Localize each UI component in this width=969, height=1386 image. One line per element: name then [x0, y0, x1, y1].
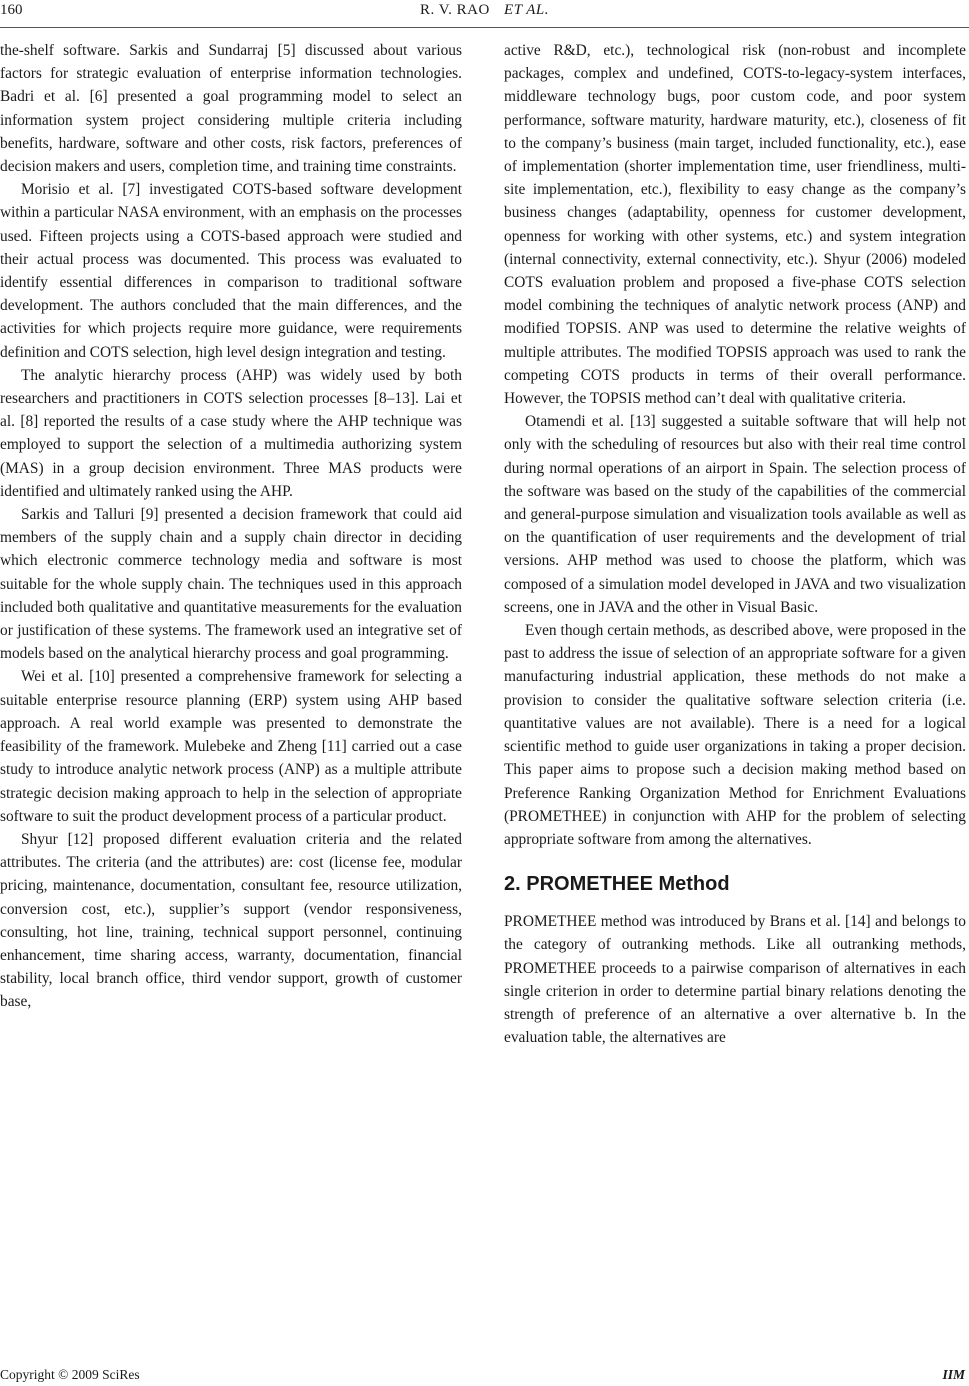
journal-abbreviation: IIM	[942, 1367, 965, 1382]
left-column	[0, 39, 462, 1014]
paragraph: Otamendi et al. [13] suggested a suitable software that will help not only with the scheduling of resources but also with their real time control during normal operations of an airport in Spain. The selection process of the software was based on the study of the capabilities of the commercial and general-purpose simulation and visualization tools available as well as on the quantification of user requirements and the development of trial versions. AHP method was used to choose the platform, which was composed of a simulation model developed in JAVA and two visualization screens, one in JAVA and the other in Visual Basic.	[504, 413, 966, 616]
paragraph: PROMETHEE method was introduced by Brans et al. [14] and belongs to the category of outranking methods. Like all outranking methods, PROMETHEE proceeds to a pairwise comparison of alternatives in each single criterion in order to determine partial binary relations denoting the strength of preference of an alternative a over alternative b. In the evaluation table, the alternatives are	[504, 913, 966, 1047]
paragraph: Morisio et al. [7] investigated COTS-based software development within a particular NASA environment, with an emphasis on the processes used. Fifteen projects using a COTS-based approach were studied and their actual process was documented. This process was evaluated to identify essential differences in comparison to traditional software development. The authors concluded that the main differences, and the activities for which projects require more guidance, were requirements definition and COTS selection, high level design integration and testing.	[0, 181, 462, 361]
paragraph: Even though certain methods, as described above, were proposed in the past to address the issue of selection of an appropriate software for a given manufacturing industrial application, these methods do not make a provision to consider the qualitative software selection criteria (i.e. quantitative values are not available). There is a need for a logical scientific method to guide user organizations in taking a proper decision. This paper aims to propose such a decision making method based on Preference Ranking Organization Method for Enrichment Evaluations (PROMETHEE) in conjunction with AHP for the problem of selecting appropriate software from among the alternatives.	[504, 622, 966, 848]
paragraph: Shyur [12] proposed different evaluation criteria and the related attributes. The criteria (and the attributes) are: cost (license fee, modular pricing, maintenance, documentation, consultant fee, resource utilization, conversion cost, etc.), supplier’s support (vendor responsiveness, consulting, hot line, training, technical support personnel, continuing enhancement, time sharing access, warranty, documentation, financial stability, local branch office, third vendor support, growth of customer base,	[0, 830, 462, 1011]
page-header	[0, 0, 969, 34]
paragraph: Sarkis and Talluri [9] presented a decision framework that could aid members of the supply chain and a supply chain director in deciding which electronic commerce technology media and software is most suitable for the whole supply chain. The techniques used in this approach included both qualitative and quantitative measurements for the evaluation or justification of these systems. The framework used an integrative set of models based on the analytical hierarchy process and goal programming.	[0, 506, 462, 663]
header-rule	[0, 27, 969, 28]
paragraph: The analytic hierarchy process (AHP) was widely used by both researchers and practitioners in COTS selection processes [8–13]. Lai et al. [8] reported the results of a case study where the AHP technique was employed to support the selection of a multimedia authorizing system (MAS) in a group decision environment. Three MAS products were identified and ultimately ranked using the AHP.	[0, 366, 462, 500]
page-number: 160	[0, 2, 23, 18]
page-footer	[0, 1366, 969, 1386]
running-head-authors: R. V. RAO	[419, 2, 490, 18]
section-heading: 2. PROMETHEE Method	[504, 873, 730, 896]
right-column	[504, 39, 966, 1049]
paragraph: the-shelf software. Sarkis and Sundarraj [5] discussed about various factors for strategic evaluation of enterprise information technologies. Badri et al. [6] presented a goal programming model to select an information system project considering multiple criteria including benefits, hardware, software and other costs, risk factors, preferences of decision makers and users, completion time, and training time constraints.	[0, 42, 462, 176]
paragraph: active R&D, etc.), technological risk (non-robust and incomplete packages, complex and undefined, COTS-to-legacy-system interfaces, middleware technology bugs, poor custom code, and poor system performance, software maturity, hardware maturity, etc.), closeness of fit to the company’s business (main target, included functionality, etc.), ease of implementation (shorter implementation time, user friendliness, multi- site implementation, etc.), flexibility to easy change as the company’s business changes (adaptability, openness for customer development, openness for working with other systems, etc.) and system integration (internal connectivity, external connectivity, etc.). Shyur (2006) modeled COTS evaluation problem and proposed a five-phase COTS selection model combining the techniques of analytic network process (ANP) and modified TOPSIS. ANP was used to determine the relative weights of multiple attributes. The modified TOPSIS approach was used to rank the competing COTS products in terms of their overall performance. However, the TOPSIS method can’t deal with qualitative criteria.	[504, 42, 966, 408]
running-head-et-al: ET AL.	[504, 2, 550, 18]
paragraph: Wei et al. [10] presented a comprehensive framework for selecting a suitable enterprise resource planning (ERP) system using AHP based approach. A real world example was presented to demonstrate the feasibility of the framework. Mulebeke and Zheng [11] carried out a case study to introduce analytic network process (ANP) as a multiple attribute strategic decision making approach to help in the selection of appropriate software to suit the product development process of a particular product.	[0, 668, 462, 825]
copyright-notice: Copyright © 2009 SciRes	[0, 1367, 140, 1382]
running-head	[0, 0, 969, 20]
